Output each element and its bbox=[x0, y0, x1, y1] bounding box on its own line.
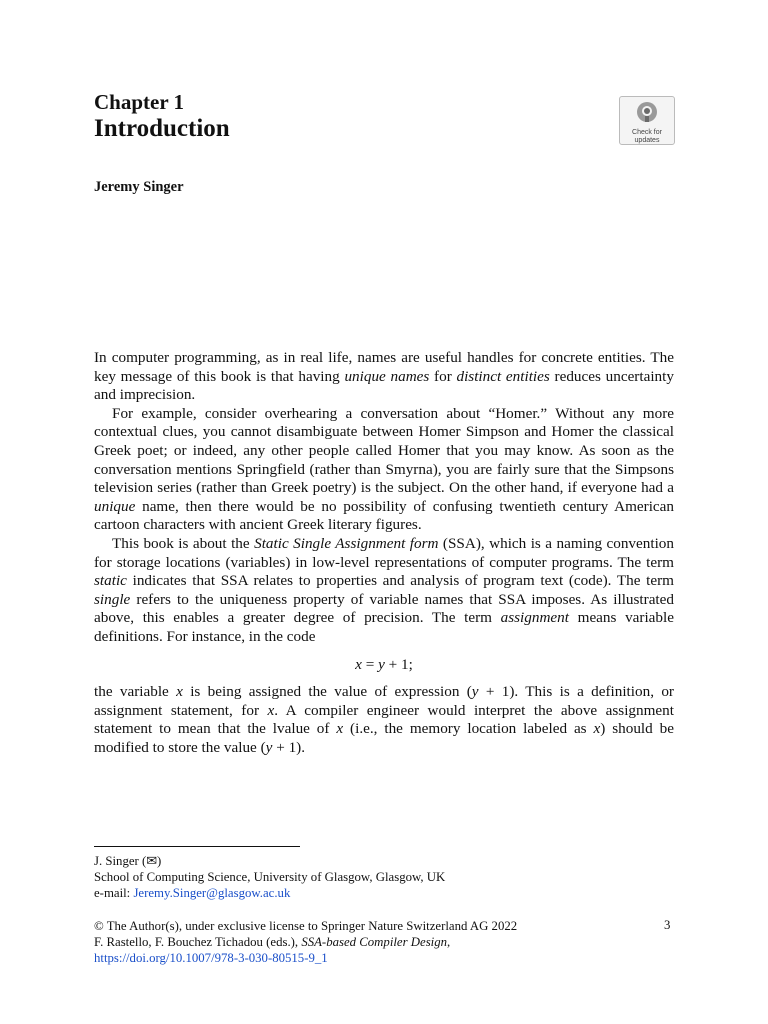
check-for-updates-icon bbox=[636, 101, 658, 123]
page-number: 3 bbox=[664, 918, 671, 932]
paragraph-1: In computer programming, as in real life, names are useful handles for concrete entities. The key message of this book is that having unique names for distinct entities reduces uncertainty and imprecision. bbox=[94, 349, 674, 404]
equation: x = y + 1; bbox=[355, 655, 413, 673]
paragraph-4: the variable x is being assigned the value of expression (y + 1). This is a definition, or assignment statement, for x. A compiler engineer would interpret the above assignment statement to mean that the lvalue of x (i.e., the memory location labeled as x) should be modified to store the value (y + 1). bbox=[94, 683, 674, 756]
paragraph-2: For example, consider overhearing a conversation about “Homer.” Without any more contextual clues, you cannot disambiguate between Homer Simpson and Homer the classical Greek poet; or indeed, any other people called Homer that you may know. As soon as the conversation mentions Springfield (rather than Smyrna), you are fairly sure that the Simpsons television series (rather than Greek poetry) is the subject. On the other hand, if everyone had a unique name, then there would be no possibility of confusing twentieth century American cartoon characters with ancient Greek literary figures. bbox=[94, 404, 674, 534]
copyright-block bbox=[94, 918, 517, 966]
chapter-title: Introduction bbox=[94, 115, 230, 142]
email-link[interactable]: Jeremy.Singer@glasgow.ac.uk bbox=[133, 886, 291, 900]
footnote-affiliation: School of Computing Science, University of Glasgow, Glasgow, UK bbox=[94, 870, 446, 884]
check-for-updates-badge[interactable] bbox=[619, 96, 675, 145]
footnote-email-line: e-mail: Jeremy.Singer@glasgow.ac.uk bbox=[94, 886, 291, 900]
footnote-author: J. Singer (✉) bbox=[94, 854, 162, 868]
footnote bbox=[94, 853, 445, 901]
footnote-divider bbox=[94, 846, 300, 847]
copyright-line: © The Author(s), under exclusive license to Springer Nature Switzerland AG 2022 bbox=[94, 919, 518, 933]
body-text bbox=[94, 349, 674, 757]
badge-text-line1: Check for bbox=[632, 129, 662, 136]
paragraph-3: This book is about the Static Single Assignment form (SSA), which is a naming convention for storage locations (variables) in low-level representations of computer programs. The term static indicates that SSA relates to properties and analysis of program text (code). The term single refers to the uniqueness property of variable names that SSA imposes. As illustrated above, this enables a greater degree of precision. The term assignment means variable definitions. For instance, in the code bbox=[94, 534, 674, 645]
book-citation: F. Rastello, F. Bouchez Tichadou (eds.), SSA-based Compiler Design, bbox=[94, 935, 451, 949]
author-name: Jeremy Singer bbox=[94, 179, 184, 195]
badge-text-line2: updates bbox=[634, 137, 660, 144]
doi-link[interactable]: https://doi.org/10.1007/978-3-030-80515-9_1 bbox=[94, 951, 328, 965]
chapter-label: Chapter 1 bbox=[94, 90, 185, 114]
